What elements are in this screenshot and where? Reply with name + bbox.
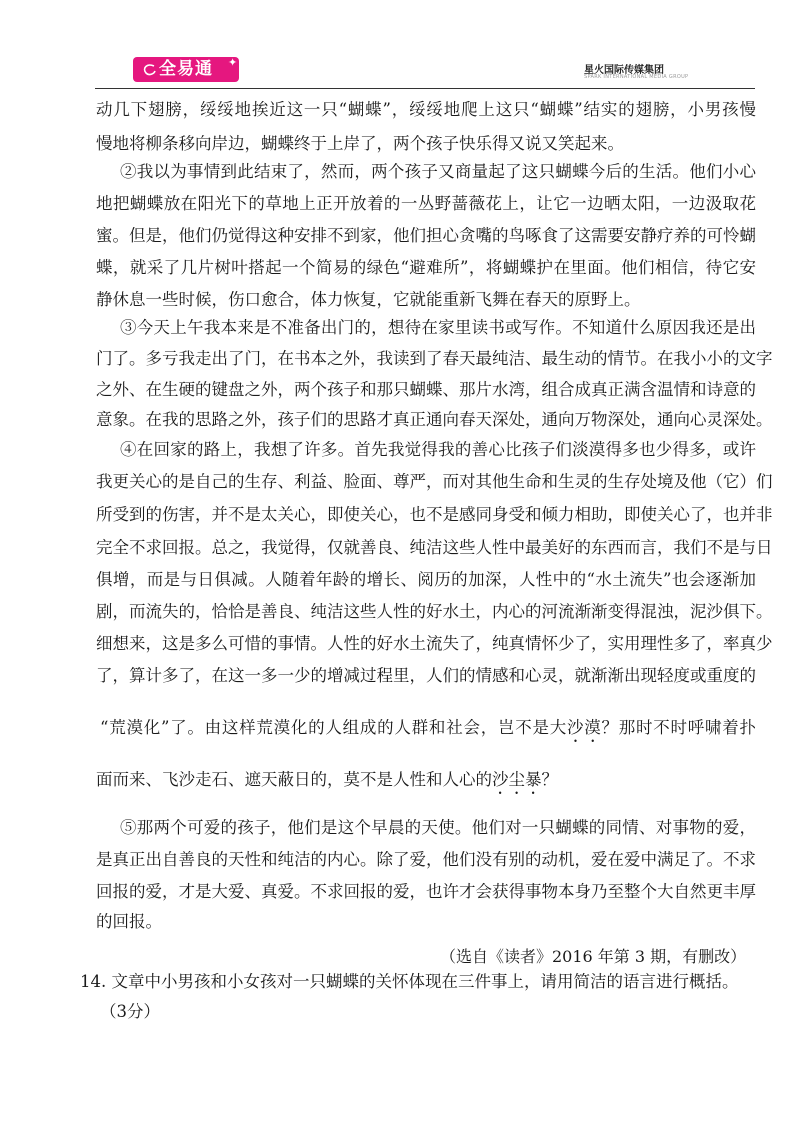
text-line: 细想来，这是多么可惜的事情。人性的好水土流失了，纯真情怀少了，实用理性多了，率真少	[96, 634, 773, 653]
text-segment: ？	[541, 770, 558, 789]
text-line: 的回报。	[96, 912, 162, 931]
text-line: 蜜。但是，他们仍觉得这种安排不到家，他们担心贪嘴的鸟啄食了这需要安静疗养的可怜蝴	[96, 226, 756, 245]
source-citation: （选自《读者》2016 年第 3 期，有删改）	[440, 947, 747, 966]
text-line-emphasis	[96, 768, 756, 798]
text-line-emphasis	[100, 716, 756, 746]
brand-logo-text: 全易通	[159, 59, 213, 79]
text-line: 俱增，而是与日俱减。人随着年龄的增长、阅历的加深，人性中的“水土流失”也会逐渐加	[96, 570, 756, 589]
swoosh-icon	[141, 63, 157, 77]
text-line: 完全不求回报。总之，我觉得，仅就善良、纯洁这些人性中最美好的东西而言，我们不是与日	[96, 538, 773, 557]
question-points: （3分）	[100, 1002, 160, 1021]
question-14: 14. 文章中小男孩和小女孩对一只蝴蝶的关怀体现在三件事上，请用简洁的语言进行概括。	[80, 972, 739, 991]
text-line: 所受到的伤害，并不是太关心，即使关心，也不是感同身受和倾力相助，即使关心了，也并非	[96, 505, 773, 524]
text-line: ②我以为事情到此结束了，然而，两个孩子又商量起了这只蝴蝶今后的生活。他们小心	[120, 162, 756, 181]
text-line: 动几下翅膀，绥绥地挨近这一只“蝴蝶”，绥绥地爬上这只“蝴蝶”结实的翅膀，小男孩慢	[96, 100, 756, 119]
text-line: 蝶，就采了几片树叶搭起一个简易的绿色“避难所”，将蝴蝶护在里面。他们相信，待它安	[96, 258, 756, 277]
text-line: 我更关心的是自己的生存、利益、脸面、尊严，而对其他生命和生灵的生存处境及他（它）们	[96, 472, 773, 491]
text-segment: 面而来、飞沙走石、遮天蔽日的，莫不是人性和人心的	[96, 770, 492, 789]
page-header	[0, 0, 800, 90]
emphasized-word: 沙漠	[566, 718, 602, 737]
text-line: ③今天上午我本来是不准备出门的，想待在家里读书或写作。不知道什么原因我还是出	[120, 318, 756, 337]
publisher-name: 星火国际传媒集团	[584, 65, 664, 76]
text-line: 剧，而流失的，恰恰是善良、纯洁这些人性的好水土，内心的河流渐渐变得混浊，泥沙俱下。	[96, 602, 773, 621]
header-divider	[95, 88, 755, 89]
text-line: 之外、在生硬的键盘之外，两个孩子和那只蝴蝶、那片水湾，组合成真正满含温情和诗意的	[96, 380, 756, 399]
text-line: 回报的爱，才是大爱、真爱。不求回报的爱，也许才会获得事物本身乃至整个大自然更丰厚	[96, 882, 756, 901]
text-line: ④在回家的路上，我想了许多。首先我觉得我的善心比孩子们淡漠得多也少得多，或许	[120, 440, 756, 459]
text-line: 门了。多亏我走出了门，在书本之外，我读到了春天最纯洁、最生动的情节。在我小小的文字	[96, 349, 773, 368]
text-line: 静休息一些时候，伤口愈合，体力恢复，它就能重新飞舞在春天的原野上。	[96, 290, 641, 309]
publisher-subtitle: SPARK INTERNATIONAL MEDIA GROUP	[584, 74, 689, 80]
text-line: 是真正出自善良的天性和纯洁的内心。除了爱，他们没有别的动机，爱在爱中满足了。不求	[96, 850, 756, 869]
text-line: ⑤那两个可爱的孩子，他们是这个早晨的天使。他们对一只蝴蝶的同情、对事物的爱，	[120, 818, 756, 837]
text-line: 了，算计多了，在这一多一少的增减过程里，人们的情感和心灵，就渐渐出现轻度或重度的	[96, 666, 756, 685]
text-line: 慢地将柳条移向岸边，蝴蝶终于上岸了，两个孩子快乐得又说又笑起来。	[96, 134, 624, 153]
text-segment: ？那时不时呼啸着扑	[601, 718, 757, 737]
emphasized-word: 沙尘暴	[492, 770, 542, 789]
text-line: 地把蝴蝶放在阳光下的草地上正开放着的一丛野蔷薇花上，让它一边晒太阳，一边汲取花	[96, 194, 756, 213]
sparkle-icon: ✦	[228, 56, 238, 69]
text-line: 意象。在我的思路之外，孩子们的思路才真正通向春天深处，通向万物深处，通向心灵深处。	[96, 410, 773, 429]
text-segment: “荒漠化”了。由这样荒漠化的人组成的人群和社会，岂不是大	[100, 718, 567, 737]
